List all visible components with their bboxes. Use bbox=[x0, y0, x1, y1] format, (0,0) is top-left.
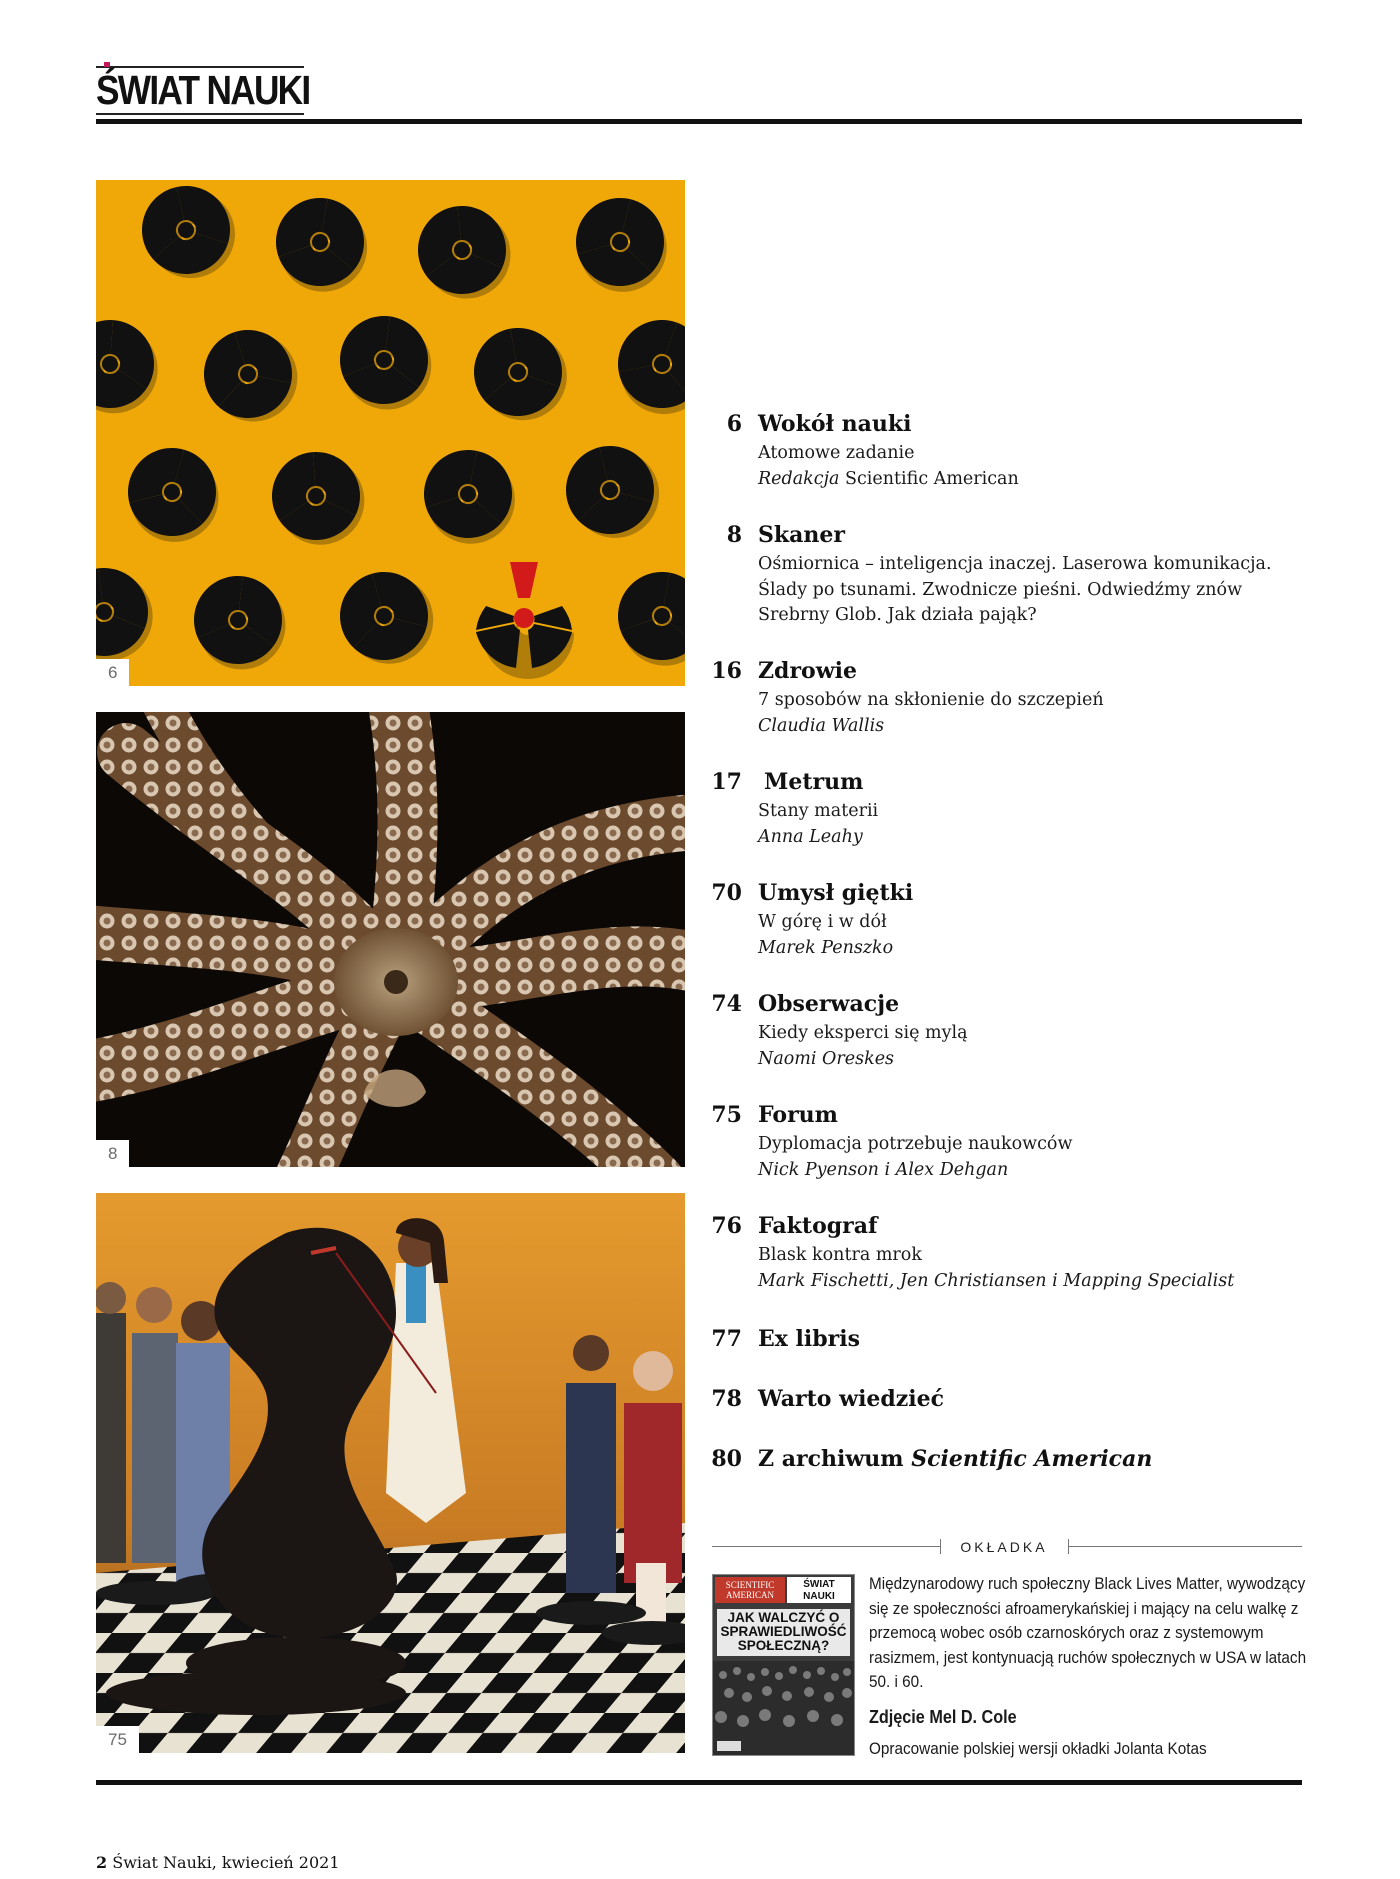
toc-title[interactable]: Wokół nauki bbox=[758, 411, 912, 437]
toc-description bbox=[758, 910, 1278, 961]
toc-page-number: 17 bbox=[711, 769, 742, 795]
toc-author-italic: Redakcja bbox=[758, 468, 840, 489]
cover-header-line-left bbox=[712, 1546, 940, 1547]
toc-page-number: 75 bbox=[711, 1102, 742, 1128]
bottom-rule bbox=[96, 1780, 1302, 1785]
cover-description: Międzynarodowy ruch społeczny Black Lives Matter, wywodzący się ze społeczności afroamerykańskiej i mający na celu walkę z przemocą wobec osób czarnoskórych oraz z systemowym rasizmem, jest kontynuacją ruchów społecznych w USA w latach 50. i 60. bbox=[869, 1574, 1307, 1691]
image-page-label: 6 bbox=[96, 659, 129, 686]
toc-page-number: 80 bbox=[711, 1446, 742, 1472]
toc-author: Marek Penszko bbox=[758, 937, 894, 958]
toc-description bbox=[758, 1132, 1278, 1183]
toc-page-number: 77 bbox=[711, 1326, 742, 1352]
octopus-photo bbox=[96, 712, 685, 1167]
toc-author-rest: Scientific American bbox=[839, 468, 1019, 489]
toc-title[interactable]: Warto wiedzieć bbox=[758, 1386, 945, 1412]
footer-text: Świat Nauki, kwiecień 2021 bbox=[107, 1853, 340, 1872]
toc-subtitle: Blask kontra mrok bbox=[758, 1245, 922, 1265]
toc-title[interactable]: Faktograf bbox=[758, 1213, 878, 1239]
toc-title[interactable]: Umysł giętki bbox=[758, 880, 914, 906]
toc-page-number: 76 bbox=[711, 1213, 742, 1239]
toc-author: Claudia Wallis bbox=[758, 715, 885, 736]
toc-page-number: 6 bbox=[726, 411, 742, 437]
cover-thumb-headline: JAK WALCZYĆ O SPRAWIEDLIWOŚĆ SPOŁECZNĄ? bbox=[717, 1609, 850, 1656]
toc-subtitle: W górę i w dół bbox=[758, 912, 887, 932]
cover-header-label: OKŁADKA bbox=[960, 1539, 1048, 1555]
toc-author: Anna Leahy bbox=[758, 826, 863, 847]
toc-title[interactable]: Obserwacje bbox=[758, 991, 900, 1017]
image-page-label: 8 bbox=[96, 1140, 129, 1167]
toc-page-number: 78 bbox=[711, 1386, 742, 1412]
toc-subtitle: 7 sposobów na skłonienie do szczepień bbox=[758, 690, 1104, 710]
cover-section-header bbox=[712, 1537, 1302, 1557]
toc-title-text: Z archiwum bbox=[758, 1446, 912, 1472]
chess-drawing bbox=[96, 1193, 685, 1753]
radiation-illustration bbox=[96, 180, 685, 686]
toc-author bbox=[758, 467, 1278, 493]
toc-author: Nick Pyenson i Alex Dehgan bbox=[758, 1159, 1009, 1180]
cover-thumb-sn-logo: ŚWIAT NAUKI bbox=[787, 1577, 851, 1603]
cover-thumb-sa-logo: SCIENTIFIC AMERICAN bbox=[715, 1577, 785, 1603]
toc-description bbox=[758, 799, 1278, 850]
toc-page-number: 70 bbox=[711, 880, 742, 906]
toc-title[interactable]: Forum bbox=[758, 1102, 838, 1128]
toc-description: Ośmiornica – inteligencja inaczej. Laserowa komunikacja. Ślady po tsunami. Zwodnicze pieśni. Odwiedźmy znów Srebrny Glob. Jak działa pająk? bbox=[758, 554, 1272, 625]
octopus-drawing bbox=[96, 712, 685, 1167]
toc-subtitle: Dyplomacja potrzebuje naukowców bbox=[758, 1134, 1073, 1154]
toc-title[interactable]: Zdrowie bbox=[758, 658, 857, 684]
toc-page-number: 8 bbox=[726, 522, 742, 548]
toc-description bbox=[758, 1021, 1278, 1072]
cover-header-line-right bbox=[1068, 1546, 1302, 1547]
toc-description bbox=[758, 441, 1278, 492]
chess-illustration bbox=[96, 1193, 685, 1753]
radiation-pattern bbox=[96, 180, 685, 686]
masthead-bottom-line bbox=[96, 113, 304, 115]
toc-page-number: 74 bbox=[711, 991, 742, 1017]
toc-subtitle: Kiedy eksperci się mylą bbox=[758, 1023, 968, 1043]
image-page-label: 75 bbox=[96, 1726, 139, 1753]
crowd-photo bbox=[713, 1661, 854, 1755]
page-footer bbox=[96, 1852, 340, 1874]
toc-title[interactable] bbox=[758, 1446, 1152, 1472]
toc-description bbox=[758, 688, 1278, 739]
toc-author: Naomi Oreskes bbox=[758, 1048, 895, 1069]
footer-page-number: 2 bbox=[96, 1853, 108, 1872]
masthead-title: ŚWIAT NAUKI bbox=[96, 67, 310, 113]
toc-author: Mark Fischetti, Jen Christiansen i Mapping Specialist bbox=[758, 1270, 1235, 1291]
toc-description bbox=[758, 1243, 1318, 1294]
toc-subtitle: Atomowe zadanie bbox=[758, 443, 915, 463]
toc-page-number: 16 bbox=[711, 658, 742, 684]
top-rule bbox=[96, 119, 1302, 124]
toc-title-italic: Scientific American bbox=[911, 1446, 1153, 1472]
cover-thumbnail[interactable] bbox=[712, 1574, 855, 1756]
toc-title[interactable]: Ex libris bbox=[758, 1326, 860, 1352]
toc-subtitle: Stany materii bbox=[758, 801, 879, 821]
masthead bbox=[96, 58, 310, 114]
toc-title[interactable]: Skaner bbox=[758, 522, 845, 548]
cover-adaptation-credit: Opracowanie polskiej wersji okładki Jolanta Kotas bbox=[869, 1739, 1207, 1758]
cover-photo-credit: Zdjęcie Mel D. Cole bbox=[869, 1706, 1017, 1727]
toc-title[interactable]: Metrum bbox=[764, 769, 864, 795]
cover-caption bbox=[869, 1572, 1309, 1762]
